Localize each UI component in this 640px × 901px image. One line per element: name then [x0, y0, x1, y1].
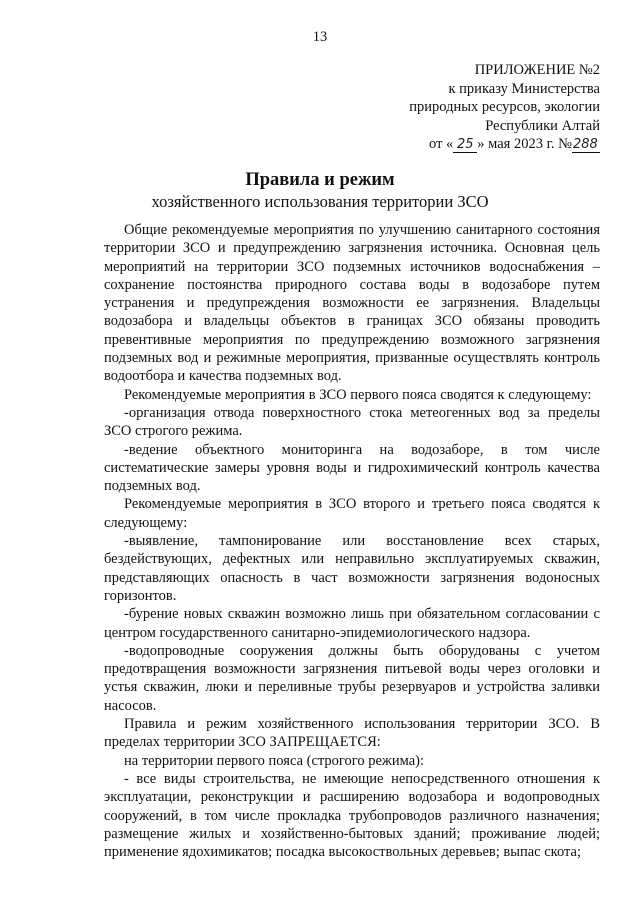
- document-subtitle: хозяйственного использования территории ЗСО: [151, 192, 489, 211]
- paragraph-prohibitions-header: Правила и режим хозяйственного использования территории ЗСО. В пределах территории ЗСО ЗАПРЕЩАЕТСЯ:: [104, 716, 600, 751]
- handwritten-day: 25: [453, 138, 477, 153]
- appendix-title: ПРИЛОЖЕНИЕ №2: [474, 62, 600, 78]
- paragraph-second-zone-item-2: -бурение новых скважин возможно лишь при обязательном согласовании с центром государственного санитарно-эпидемиологического надзора.: [104, 606, 600, 641]
- paragraph-first-zone-header: Рекомендуемые мероприятия в ЗСО первого пояса сводятся к следующему:: [124, 386, 592, 403]
- paragraph-second-zone-item-1: -выявление, тампонирование или восстановление всех старых, бездействующих, дефектных или неправильно эксплуатируемых скважин, представляющих опасность в част возможности загрязнения водоносных горизонтов.: [104, 533, 600, 604]
- appendix-ministry: природных ресурсов, экологии: [409, 99, 600, 116]
- paragraph-first-belt-item: - все виды строительства, не имеющие непосредственного отношения к эксплуатации, реконструкции и расширению водозабора и водопроводных сооружений, в том числе прокладка трубопроводов различного назначения; размещение жилых и хозяйственно-бытовых зданий; проживание людей; применение ядохимикатов; посадка высокоствольных деревьев; выпас скота;: [104, 770, 600, 861]
- date-prefix: от «: [429, 136, 454, 153]
- paragraph-first-zone-item-1: -организация отвода поверхностного стока метеогенных вод за пределы ЗСО строгого режима.: [104, 404, 600, 440]
- paragraph-first-zone-item-2: -ведение объектного мониторинга на водозаборе, в том числе систематические замеры уровня воды и гидрохимический контроль качества подземных вод.: [104, 441, 600, 495]
- appendix-date-line: [409, 135, 600, 154]
- page-number: 13: [312, 29, 328, 45]
- document-body: [104, 221, 600, 861]
- paragraph-intro: Общие рекомендуемые мероприятия по улучшению санитарного состояния территории ЗСО и предупреждению загрязнения источника. Основная цель мероприятий на территории ЗСО подземных источников водоснабжения – сохранение постоянства природного состава воды в водозаборе путем устранения и предупреждения возможности ее загрязнения. Владельцы водозабора и владельцы объектов в границах ЗСО обязаны проводить превентивные мероприятия по предупреждению возможного загрязнения подземных вод и режимные мероприятия, призванные осуществлять контроль водоотбора и качества подземных вод.: [104, 222, 600, 385]
- appendix-republic: Республики Алтай: [485, 117, 600, 134]
- paragraph-second-zone-item-3: -водопроводные сооружения должны быть оборудованы с учетом предотвращения возможности загрязнения питьевой воды через оголовки и устья скважин, люки и переливные трубы резервуаров и устройства заливки насосов.: [104, 642, 600, 714]
- paragraph-first-belt-header: на территории первого пояса (строгого режима):: [124, 752, 425, 769]
- date-middle: » мая 2023 г. №: [477, 136, 572, 153]
- handwritten-order-number: 288: [572, 138, 600, 153]
- appendix-header: [409, 61, 600, 154]
- document-title: Правила и режим: [245, 170, 395, 190]
- appendix-order-ref: к приказу Министерства: [448, 80, 600, 97]
- paragraph-second-zone-header: Рекомендуемые мероприятия в ЗСО второго и третьего пояса сводятся к следующему:: [104, 496, 600, 531]
